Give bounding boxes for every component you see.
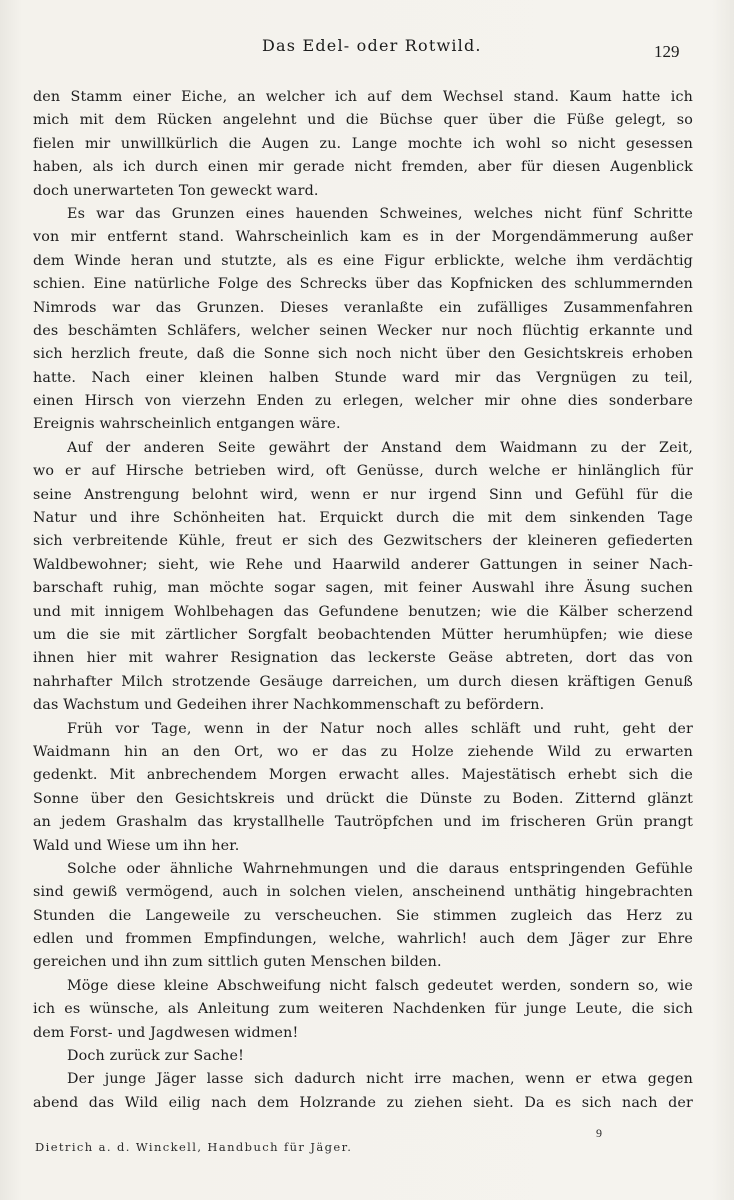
text-line: Waidmann hin an den Ort, wo er das zu Holze ziehende Wild zu erwarten xyxy=(33,743,693,760)
paragraph xyxy=(33,1045,693,1068)
text-line: fielen mir unwillkürlich die Augen zu. Lange mochte ich wohl so nicht gesessen xyxy=(33,135,693,152)
paragraph xyxy=(33,1068,693,1115)
running-header xyxy=(0,34,734,62)
text-line: schien. Eine natürliche Folge des Schrecks über das Kopfnicken des schlummernden xyxy=(33,276,693,293)
text-line: das Wachstum und Gedeihen ihrer Nachkommenschaft zu befördern. xyxy=(33,697,545,714)
text-line: dem Forst- und Jagdwesen widmen! xyxy=(33,1024,299,1041)
running-title: Das Edel- oder Rotwild. xyxy=(262,36,482,55)
text-line: Früh vor Tage, wenn in der Natur noch alles schläft und ruht, geht der xyxy=(67,720,693,737)
paragraph xyxy=(33,858,693,975)
text-line: den Stamm einer Eiche, an welcher ich auf dem Wechsel stand. Kaum hatte ich xyxy=(33,89,693,105)
text-line: seine Anstrengung belohnt wird, wenn er nur irgend Sinn und Gefühl für die xyxy=(33,486,693,503)
text-line: gereichen und ihn zum sittlich guten Menschen bilden. xyxy=(33,954,442,971)
text-line: sind gewiß vermögend, auch in solchen vielen, anscheinend unthätig hingebrachten xyxy=(33,884,693,901)
paragraph xyxy=(33,86,693,203)
text-line: Natur und ihre Schönheiten hat. Erquickt durch die mit dem sinkenden Tage xyxy=(33,510,693,527)
body-text xyxy=(33,86,693,1115)
text-line: Stunden die Langeweile zu verscheuchen. Sie stimmen zugleich das Herz zu xyxy=(33,907,693,924)
text-line: wo er auf Hirsche betrieben wird, oft Genüsse, durch welche er hinlänglich für xyxy=(33,463,693,480)
text-line: Wald und Wiese um ihn her. xyxy=(33,837,240,854)
paragraph xyxy=(33,437,693,718)
text-line: Nimrods war das Grunzen. Dieses veranlaßte ein zufälliges Zusammenfahren xyxy=(33,299,693,316)
text-line: Ereignis wahrscheinlich entgangen wäre. xyxy=(33,416,341,433)
text-line: Sonne über den Gesichtskreis und drückt die Dünste zu Boden. Zitternd glänzt xyxy=(33,790,693,807)
footer-credit: Dietrich a. d. Winckell, Handbuch für Jäger. xyxy=(35,1140,353,1154)
signature-mark: 9 xyxy=(596,1126,602,1140)
text-line: Auf der anderen Seite gewährt der Anstand dem Waidmann zu der Zeit, xyxy=(67,439,693,456)
page-footer xyxy=(0,1126,734,1176)
text-line: hatte. Nach einer kleinen halben Stunde ward mir das Vergnügen zu teil, xyxy=(33,369,693,386)
text-line: von mir entfernt stand. Wahrscheinlich kam es in der Morgendämmerung außer xyxy=(33,229,693,246)
text-line: einen Hirsch von vierzehn Enden zu erlegen, welcher mir ohne dies sonderbare xyxy=(33,393,693,410)
paragraph xyxy=(33,718,693,858)
paragraph xyxy=(33,975,693,1045)
text-line: des beschämten Schläfers, welcher seinen Wecker nur noch flüchtig erkannte und xyxy=(33,322,693,339)
text-line: mich mit dem Rücken angelehnt und die Büchse quer über die Füße gelegt, so xyxy=(33,112,693,129)
text-line: sich verbreitende Kühle, freut er sich des Gezwitschers der kleineren gefiederten xyxy=(33,533,693,550)
text-line: gedenkt. Mit anbrechendem Morgen erwacht alles. Majestätisch erhebt sich die xyxy=(33,767,693,784)
text-line: ich es wünsche, als Anleitung zum weiteren Nachdenken für junge Leute, die sich xyxy=(33,1001,693,1018)
text-line: Möge diese kleine Abschweifung nicht falsch gedeutet werden, sondern so, wie xyxy=(67,977,693,994)
text-line: edlen und frommen Empfindungen, welche, wahrlich! auch dem Jäger zur Ehre xyxy=(33,931,693,948)
paragraph xyxy=(33,203,693,437)
text-line: nahrhafter Milch strotzende Gesäuge darreichen, um durch diesen kräftigen Genuß xyxy=(33,673,693,690)
text-line: Der junge Jäger lasse sich dadurch nicht irre machen, wenn er etwa gegen xyxy=(67,1071,693,1088)
text-line: sich herzlich freute, daß die Sonne sich noch nicht über den Gesichtskreis erhoben xyxy=(33,346,693,363)
text-line: barschaft ruhig, man möchte sogar sagen, mit feiner Auswahl ihre Äsung suchen xyxy=(33,580,693,597)
text-line: Es war das Grunzen eines hauenden Schweines, welches nicht fünf Schritte xyxy=(67,205,693,222)
text-line: doch unerwarteten Ton geweckt ward. xyxy=(33,182,319,199)
text-line: abend das Wild eilig nach dem Holzrande zu ziehen sieht. Da es sich nach der xyxy=(33,1094,693,1111)
text-line: ihnen hier mit wahrer Resignation das leckerste Geäse abtreten, dort das von xyxy=(33,650,693,667)
text-line: dem Winde heran und stutzte, als es eine Figur erblickte, welche ihm verdächtig xyxy=(33,252,693,269)
text-line: Waldbewohner; sieht, wie Rehe und Haarwild anderer Gattungen in seiner Nach- xyxy=(33,556,693,573)
page-number: 129 xyxy=(654,42,680,61)
text-line: an jedem Grashalm das krystallhelle Tautröpfchen und im frischeren Grün prangt xyxy=(33,814,693,831)
text-line: Doch zurück zur Sache! xyxy=(67,1048,244,1065)
text-line: Solche oder ähnliche Wahrnehmungen und die daraus entspringenden Gefühle xyxy=(67,860,693,877)
text-line: haben, als ich durch einen mir gerade nicht fremden, aber für diesen Augenblick xyxy=(33,159,693,176)
text-line: um die sie mit zärtlicher Sorgfalt beobachtenden Mütter herumhüpfen; wie diese xyxy=(33,626,693,643)
text-line: und mit innigem Wohlbehagen das Gefundene benutzen; wie die Kälber scherzend xyxy=(33,603,693,620)
